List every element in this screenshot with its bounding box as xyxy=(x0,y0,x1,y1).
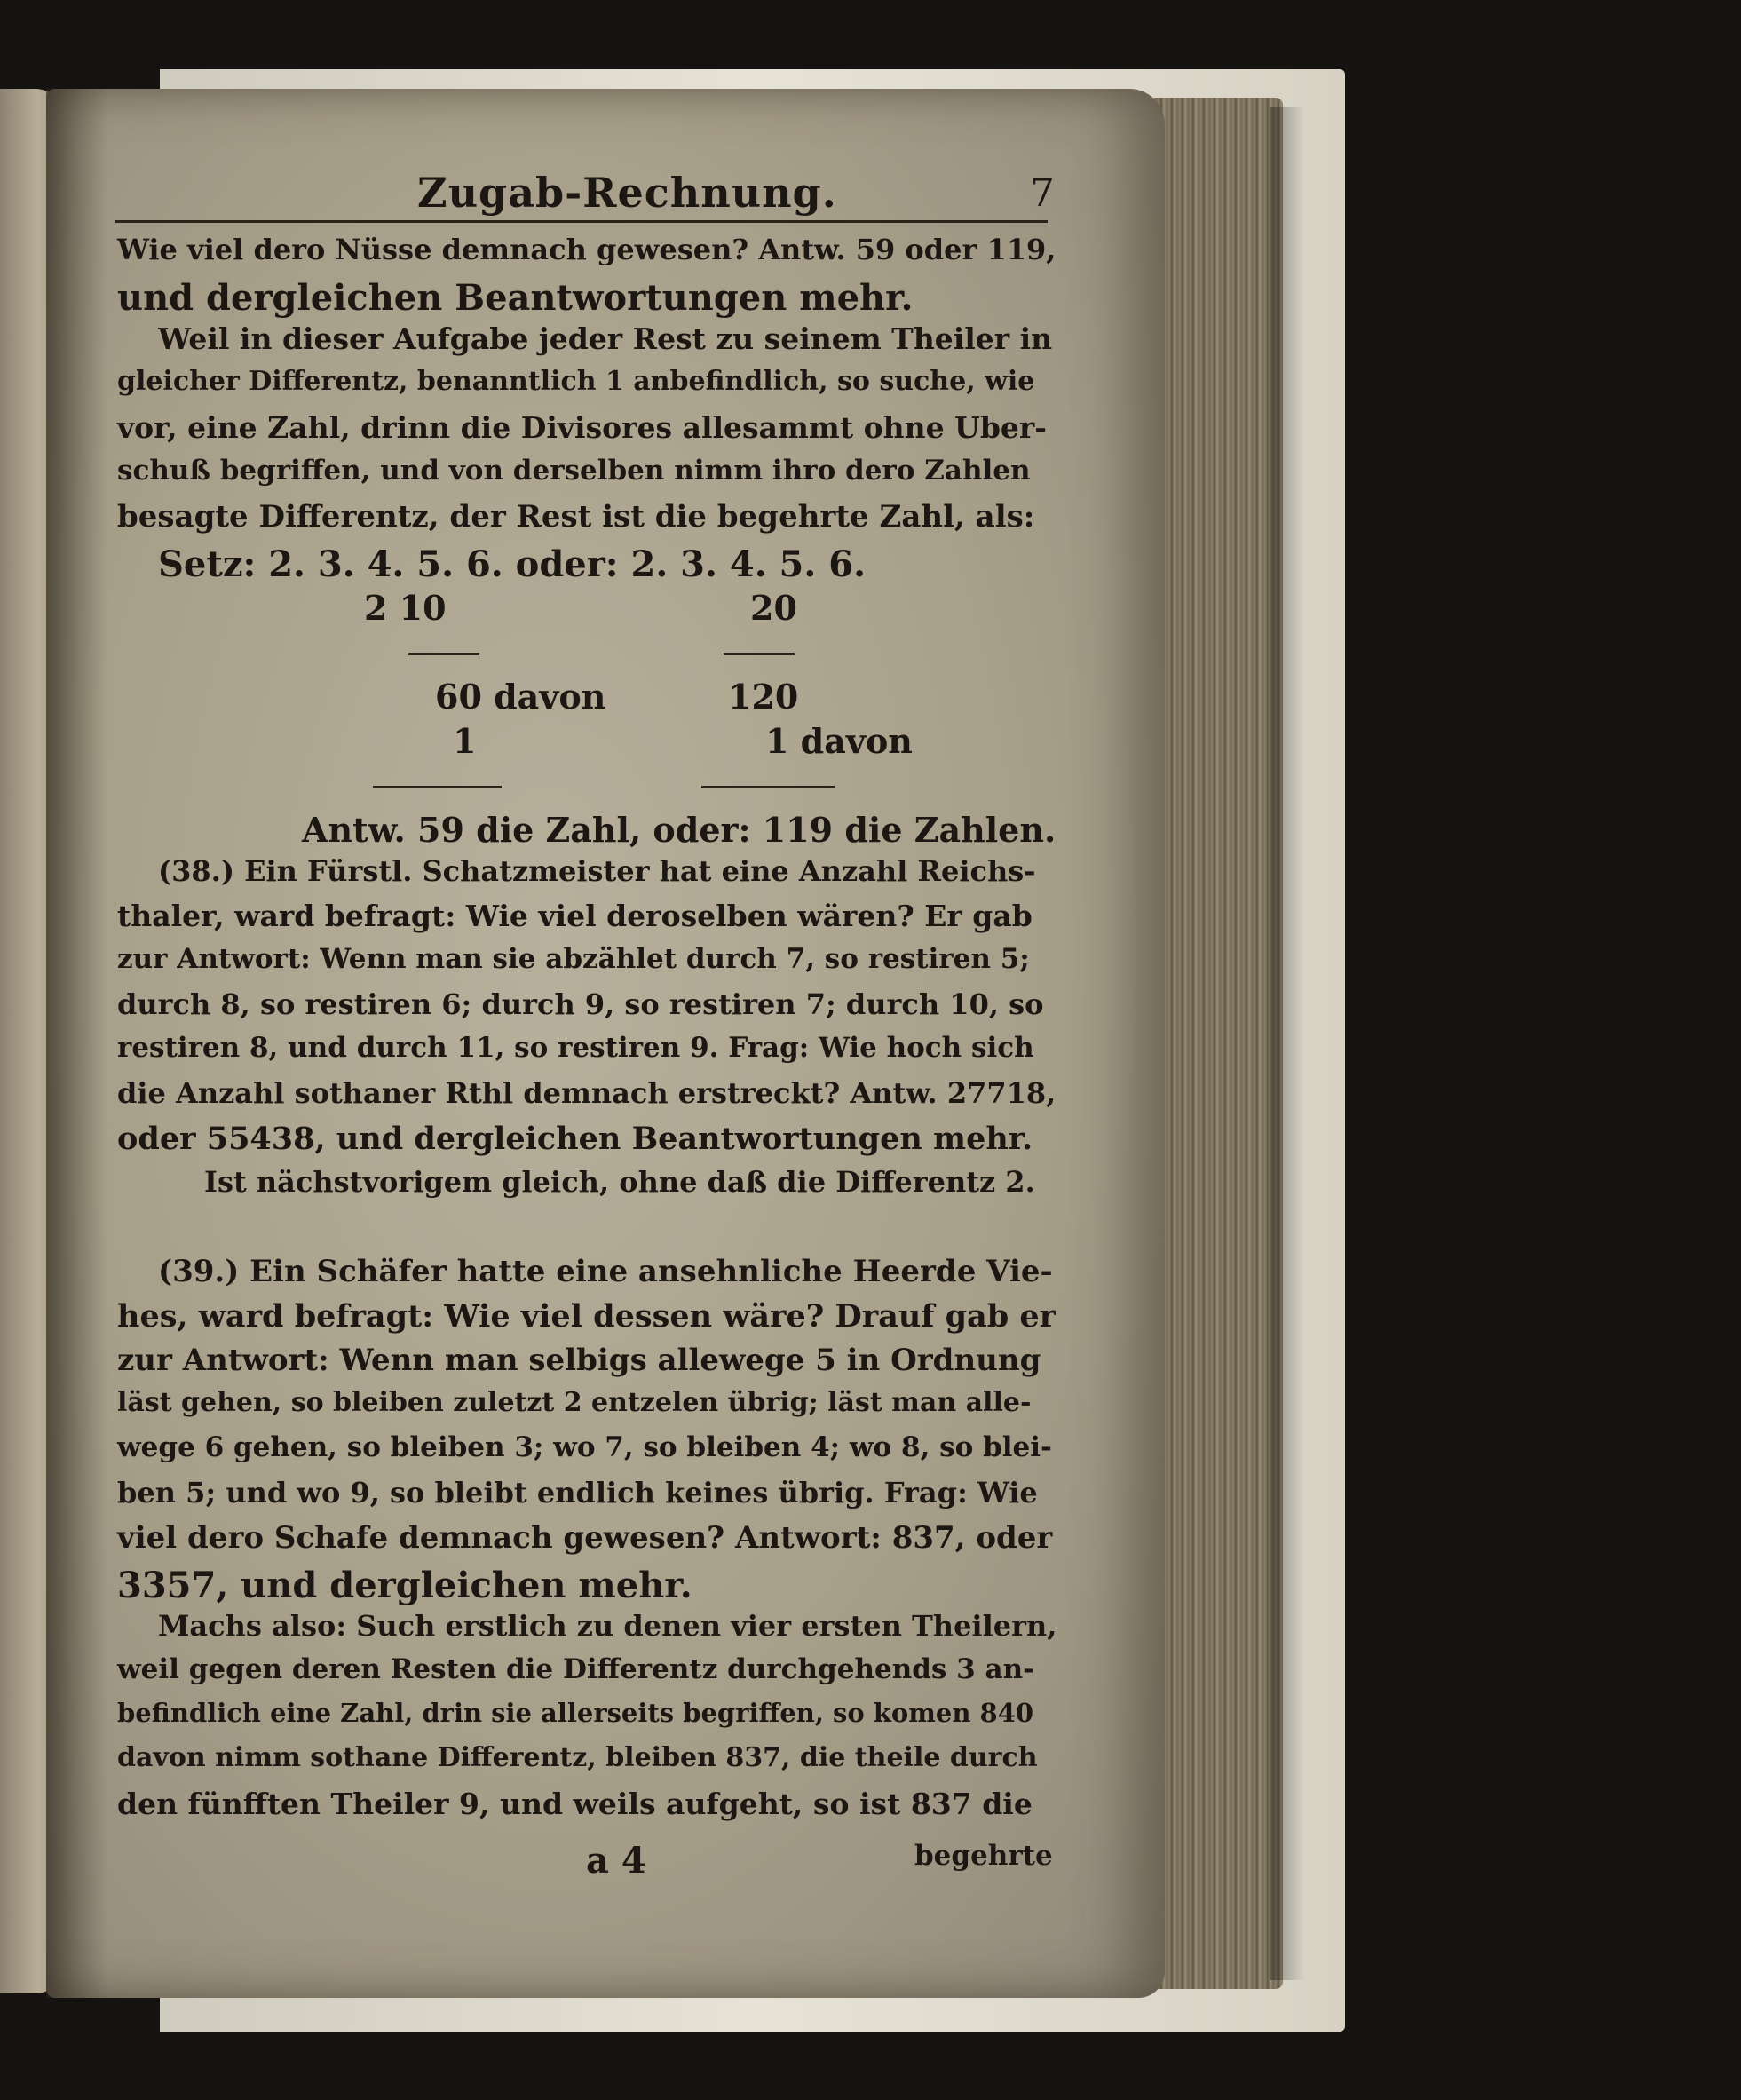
text-line: und dergleichen Beantwortungen mehr. xyxy=(117,277,914,319)
text-line: (38.) Ein Fürstl. Schatzmeister hat eine Anzahl Reichs- xyxy=(158,854,1036,888)
text-line: befindlich eine Zahl, drin sie allerseits begriffen, so komen 840 xyxy=(117,1698,1034,1728)
text-line: gleicher Differentz, benanntlich 1 anbefindlich, so suche, wie xyxy=(117,366,1035,397)
text-line: durch 8, so restiren 6; durch 9, so restiren 7; durch 10, so xyxy=(117,987,1044,1021)
calc-rule xyxy=(701,786,835,788)
calc-answer: Antw. 59 die Zahl, oder: 119 die Zahlen. xyxy=(302,810,1056,850)
text-line: Weil in dieser Aufgabe jeder Rest zu seinem Theiler in xyxy=(158,321,1053,356)
text-line: zur Antwort: Wenn man sie abzählet durch 7, so restiren 5; xyxy=(117,943,1030,975)
header-rule xyxy=(115,220,1048,223)
text-line: oder 55438, und dergleichen Beantwortungen mehr. xyxy=(117,1121,1033,1157)
text-line: läst gehen, so bleiben zuletzt 2 entzelen übrig; läst man alle- xyxy=(117,1387,1032,1418)
text-line: Wie viel dero Nüsse demnach gewesen? Antw. 59 oder 119, xyxy=(117,233,1056,266)
page-gutter-shadow xyxy=(46,89,108,1998)
running-header-title: Zugab-Rechnung. xyxy=(417,169,837,217)
calc-rule xyxy=(408,653,479,655)
signature-mark: a 4 xyxy=(586,1840,646,1882)
text-line: Ist nächstvorigem gleich, ohne daß die Differentz 2. xyxy=(204,1165,1035,1199)
text-line: weil gegen deren Resten die Differentz durchgehends 3 an- xyxy=(117,1653,1035,1685)
page-number: 7 xyxy=(1030,170,1055,216)
calc-right-bottom: 1 davon xyxy=(765,721,913,761)
text-line: Setz: 2. 3. 4. 5. 6. oder: 2. 3. 4. 5. 6. xyxy=(158,543,866,585)
text-line: thaler, ward befragt: Wie viel deroselben wären? Er gab xyxy=(117,899,1033,933)
text-line: (39.) Ein Schäfer hatte eine ansehnliche Heerde Vie- xyxy=(158,1254,1053,1289)
calc-right-mid: 120 xyxy=(728,677,799,717)
calc-right-top: 20 xyxy=(750,588,797,628)
text-line: den fünfften Theiler 9, und weils aufgeht, so ist 837 die xyxy=(117,1787,1033,1821)
text-line: hes, ward befragt: Wie viel dessen wäre? Drauf gab er xyxy=(117,1298,1056,1335)
text-line: zur Antwort: Wenn man selbigs allewege 5 in Ordnung xyxy=(117,1343,1041,1378)
text-line: wege 6 gehen, so bleiben 3; wo 7, so bleiben 4; wo 8, so blei- xyxy=(117,1431,1052,1463)
calc-left-top: 2 10 xyxy=(364,588,447,628)
text-line: schuß begriffen, und von derselben nimm ihro dero Zahlen xyxy=(117,455,1031,487)
text-line: viel dero Schafe demnach gewesen? Antwort: 837, oder xyxy=(117,1520,1053,1556)
text-line: die Anzahl sothaner Rthl demnach erstreckt? Antw. 27718, xyxy=(117,1076,1056,1110)
calc-left-mid: 60 davon xyxy=(435,677,606,717)
calc-rule xyxy=(373,786,502,788)
page-block-edge xyxy=(1145,98,1283,1989)
text-line: Machs also: Such erstlich zu denen vier ersten Theilern, xyxy=(158,1609,1057,1643)
text-line: restiren 8, und durch 11, so restiren 9. Frag: Wie hoch sich xyxy=(117,1032,1034,1064)
calc-left-bottom: 1 xyxy=(453,721,477,761)
catchword: begehrte xyxy=(914,1840,1053,1872)
text-line: davon nimm sothane Differentz, bleiben 837, die theile durch xyxy=(117,1742,1038,1773)
text-line: besagte Differentz, der Rest ist die begehrte Zahl, als: xyxy=(117,499,1035,535)
text-line: 3357, und dergleichen mehr. xyxy=(117,1565,692,1606)
page-edge-shadow xyxy=(1270,107,1305,1980)
text-line: ben 5; und wo 9, so bleibt endlich keines übrig. Frag: Wie xyxy=(117,1476,1038,1510)
text-line: vor, eine Zahl, drinn die Divisores allesammt ohne Uber- xyxy=(117,410,1047,445)
calc-rule xyxy=(724,653,795,655)
